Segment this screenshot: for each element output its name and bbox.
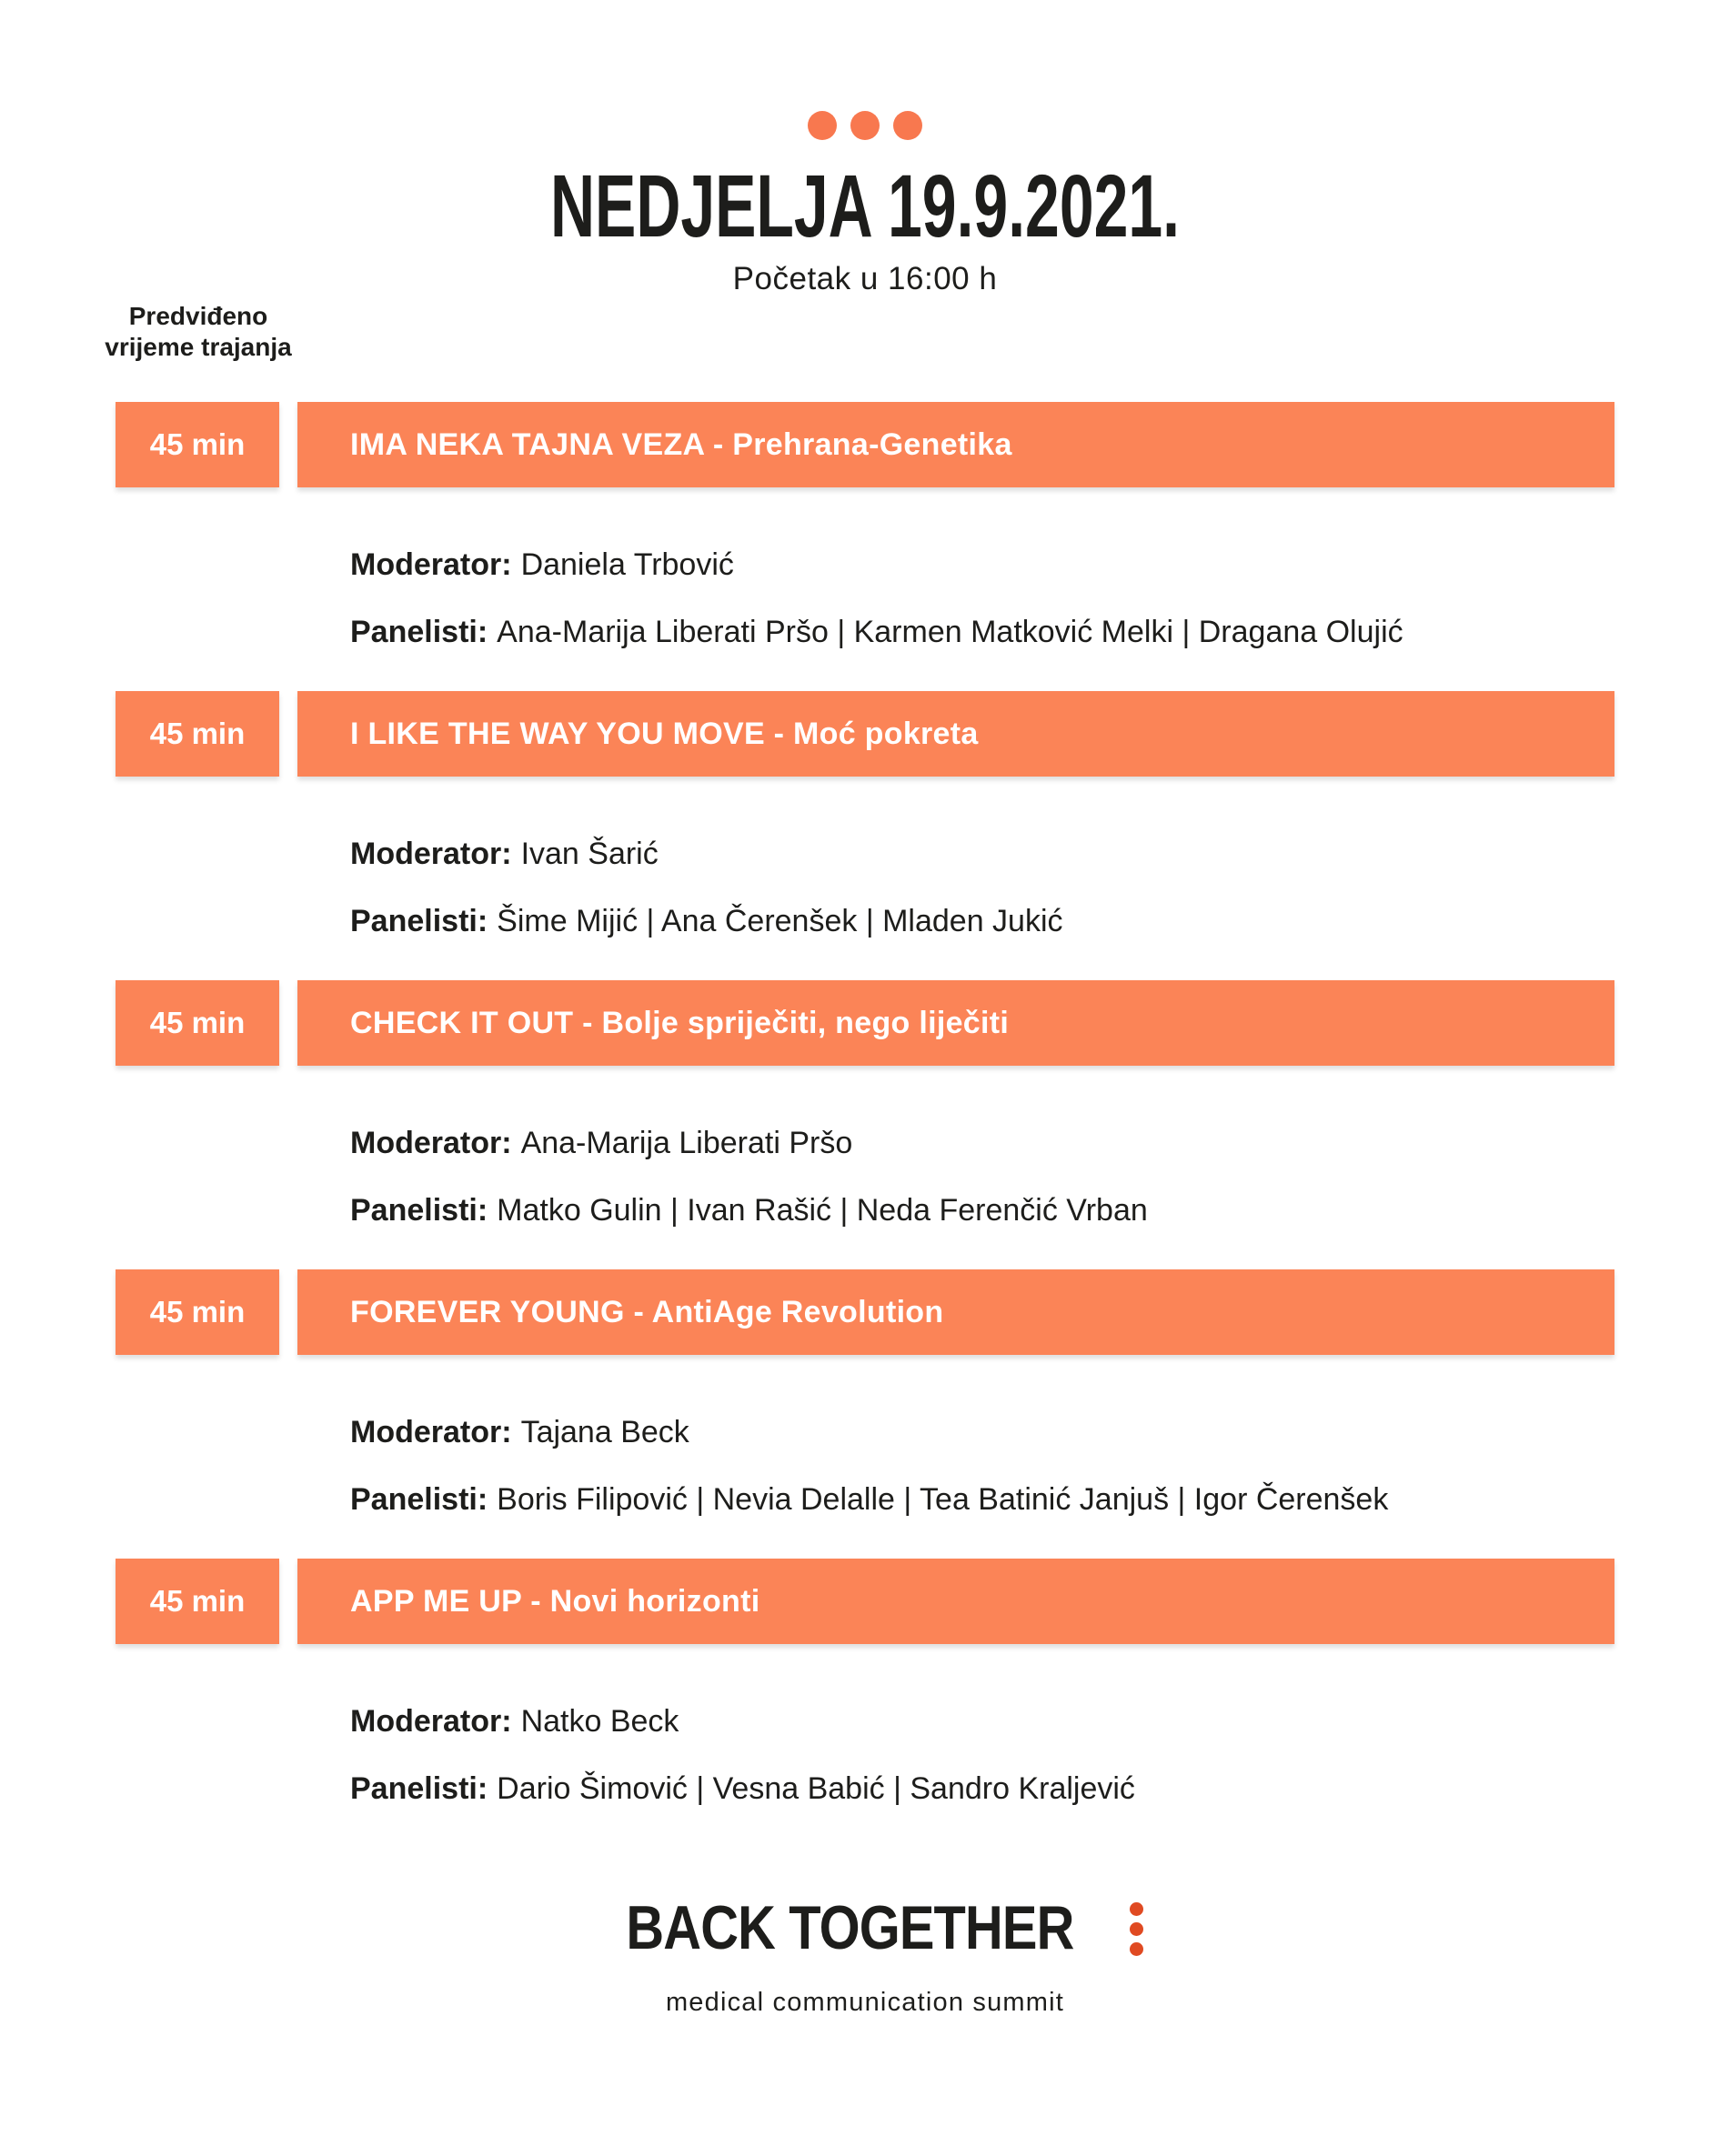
page-title: NEDJELJA 19.9.2021. (550, 156, 1180, 256)
session-duration-badge: 45 min (116, 402, 279, 487)
dot-icon (1130, 1942, 1143, 1956)
session-panelists-line (350, 1193, 1148, 1228)
session-moderator-line (350, 1126, 852, 1161)
start-time-subtitle: Početak u 16:00 h (732, 261, 998, 296)
session-title-bar: I LIKE THE WAY YOU MOVE - Moć pokreta (297, 691, 1614, 777)
session-duration-badge: 45 min (116, 691, 279, 777)
session-moderator-line (350, 1415, 689, 1450)
duration-column-header (98, 301, 298, 363)
session-panelists-line (350, 1482, 1388, 1518)
session-moderator-line (350, 547, 734, 583)
moderator-name: Tajana Beck (520, 1415, 689, 1449)
duration-column-header-line2: vrijeme trajanja (105, 333, 292, 362)
session-duration-badge: 45 min (116, 980, 279, 1066)
footer-tagline: medical communication summit (665, 1988, 1065, 2017)
session-row (0, 691, 1730, 980)
panelists-names: Ana-Marija Liberati Pršo | Karmen Matković Melki | Dragana Olujić (497, 615, 1403, 649)
dot-icon (808, 111, 837, 140)
session-row (0, 402, 1730, 691)
footer-logo (0, 1893, 1730, 1962)
moderator-name: Ivan Šarić (520, 837, 659, 871)
session-title-bar: IMA NEKA TAJNA VEZA - Prehrana-Genetika (297, 402, 1614, 487)
panelists-names: Matko Gulin | Ivan Rašić | Neda Ferenčić Vrban (497, 1193, 1148, 1228)
session-duration-badge: 45 min (116, 1269, 279, 1355)
session-title-bar: FOREVER YOUNG - AntiAge Revolution (297, 1269, 1614, 1355)
dot-icon (1130, 1902, 1143, 1916)
footer-logo-text: BACK TOGETHER (626, 1893, 1074, 1962)
session-moderator-line (350, 1704, 679, 1740)
panelists-label: Panelisti: (350, 1482, 488, 1517)
duration-column-header-line1: Predviđeno (128, 302, 268, 330)
moderator-label: Moderator: (350, 1704, 512, 1739)
moderator-label: Moderator: (350, 547, 512, 582)
moderator-name: Daniela Trbović (520, 547, 734, 582)
dot-icon (893, 111, 922, 140)
moderator-name: Ana-Marija Liberati Pršo (520, 1126, 853, 1160)
session-row (0, 980, 1730, 1269)
session-duration-badge: 45 min (116, 1559, 279, 1644)
panelists-names: Boris Filipović | Nevia Delalle | Tea Batinić Janjuš | Igor Čerenšek (497, 1482, 1389, 1517)
panelists-label: Panelisti: (350, 1193, 488, 1228)
session-row (0, 1559, 1730, 1848)
moderator-name: Natko Beck (520, 1704, 679, 1739)
moderator-label: Moderator: (350, 1126, 512, 1160)
header-ellipsis-icon (0, 111, 1730, 140)
moderator-label: Moderator: (350, 1415, 512, 1449)
dot-icon (850, 111, 880, 140)
session-title-bar: CHECK IT OUT - Bolje spriječiti, nego liječiti (297, 980, 1614, 1066)
session-title-bar: APP ME UP - Novi horizonti (297, 1559, 1614, 1644)
panelists-label: Panelisti: (350, 615, 488, 649)
session-moderator-line (350, 837, 659, 872)
dot-icon (1130, 1922, 1143, 1936)
panelists-names: Šime Mijić | Ana Čerenšek | Mladen Jukić (497, 904, 1063, 938)
logo-dots-icon (1130, 1902, 1143, 1956)
session-row (0, 1269, 1730, 1559)
panelists-names: Dario Šimović | Vesna Babić | Sandro Kraljević (497, 1771, 1135, 1806)
session-panelists-line (350, 904, 1063, 939)
panelists-label: Panelisti: (350, 1771, 488, 1806)
session-panelists-line (350, 615, 1403, 650)
session-panelists-line (350, 1771, 1135, 1807)
panelists-label: Panelisti: (350, 904, 488, 938)
moderator-label: Moderator: (350, 837, 512, 871)
